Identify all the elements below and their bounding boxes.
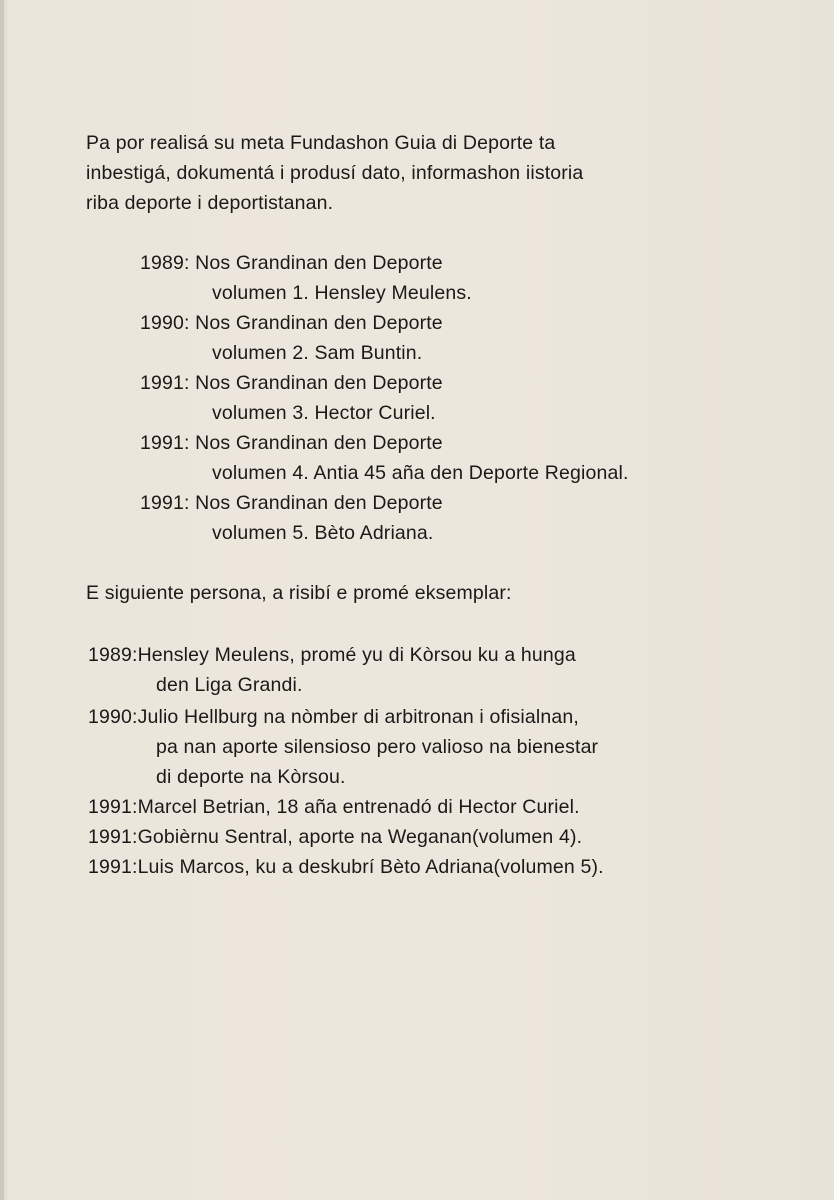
- recipient-4-line-1: [88, 822, 582, 852]
- recipient-1-line-1: [88, 640, 576, 670]
- recipient-text: Hensley Meulens, promé yu di Kòrsou ku a hunga: [137, 644, 576, 666]
- intro-line-1: Pa por realisá su meta Fundashon Guia di Deporte ta: [86, 132, 556, 154]
- recipient-3-line-1: [88, 792, 580, 822]
- publication-year: 1989:: [140, 252, 190, 274]
- publication-title: Nos Grandinan den Deporte: [195, 252, 443, 274]
- recipient-2-line-3: di deporte na Kòrsou.: [156, 766, 346, 788]
- recipient-year: 1989:: [88, 644, 138, 666]
- publication-3-title-line: [140, 368, 443, 398]
- publication-4-detail: volumen 4. Antia 45 aña den Deporte Regional.: [212, 462, 629, 484]
- recipient-text: Julio Hellburg na nòmber di arbitronan i ofisialnan,: [137, 706, 579, 728]
- recipient-text: Marcel Betrian, 18 aña entrenadó di Hector Curiel.: [137, 796, 580, 818]
- recipient-2-line-2: pa nan aporte silensioso pero valioso na bienestar: [156, 736, 599, 758]
- publication-title: Nos Grandinan den Deporte: [195, 372, 443, 394]
- publication-year: 1991:: [140, 372, 190, 394]
- publication-year: 1991:: [140, 492, 190, 514]
- recipient-text: Gobièrnu Sentral, aporte na Weganan(volumen 4).: [137, 826, 583, 848]
- publication-5-title-line: [140, 488, 443, 518]
- intro-line-3: riba deporte i deportistanan.: [86, 192, 334, 214]
- intro-line-2: inbestigá, dokumentá i produsí dato, informashon iistoria: [86, 162, 584, 184]
- publication-4-title-line: [140, 428, 443, 458]
- recipient-year: 1991:: [88, 826, 138, 848]
- publication-2-detail: volumen 2. Sam Buntin.: [212, 342, 423, 364]
- publication-title: Nos Grandinan den Deporte: [195, 312, 443, 334]
- recipient-1-line-2: den Liga Grandi.: [156, 674, 303, 696]
- publication-title: Nos Grandinan den Deporte: [195, 432, 443, 454]
- publication-5-detail: volumen 5. Bèto Adriana.: [212, 522, 434, 544]
- recipient-2-line-1: [88, 702, 579, 732]
- publication-year: 1991:: [140, 432, 190, 454]
- recipients-heading: E siguiente persona, a risibí e promé eksemplar:: [86, 582, 512, 604]
- recipient-year: 1991:: [88, 796, 138, 818]
- recipient-year: 1991:: [88, 856, 138, 878]
- publication-year: 1990:: [140, 312, 190, 334]
- publication-2-title-line: [140, 308, 443, 338]
- publication-title: Nos Grandinan den Deporte: [195, 492, 443, 514]
- recipient-text: Luis Marcos, ku a deskubrí Bèto Adriana(volumen 5).: [137, 856, 604, 878]
- publication-1-title-line: [140, 248, 443, 278]
- recipient-5-line-1: [88, 852, 604, 882]
- publication-3-detail: volumen 3. Hector Curiel.: [212, 402, 436, 424]
- recipient-year: 1990:: [88, 706, 138, 728]
- publication-1-detail: volumen 1. Hensley Meulens.: [212, 282, 472, 304]
